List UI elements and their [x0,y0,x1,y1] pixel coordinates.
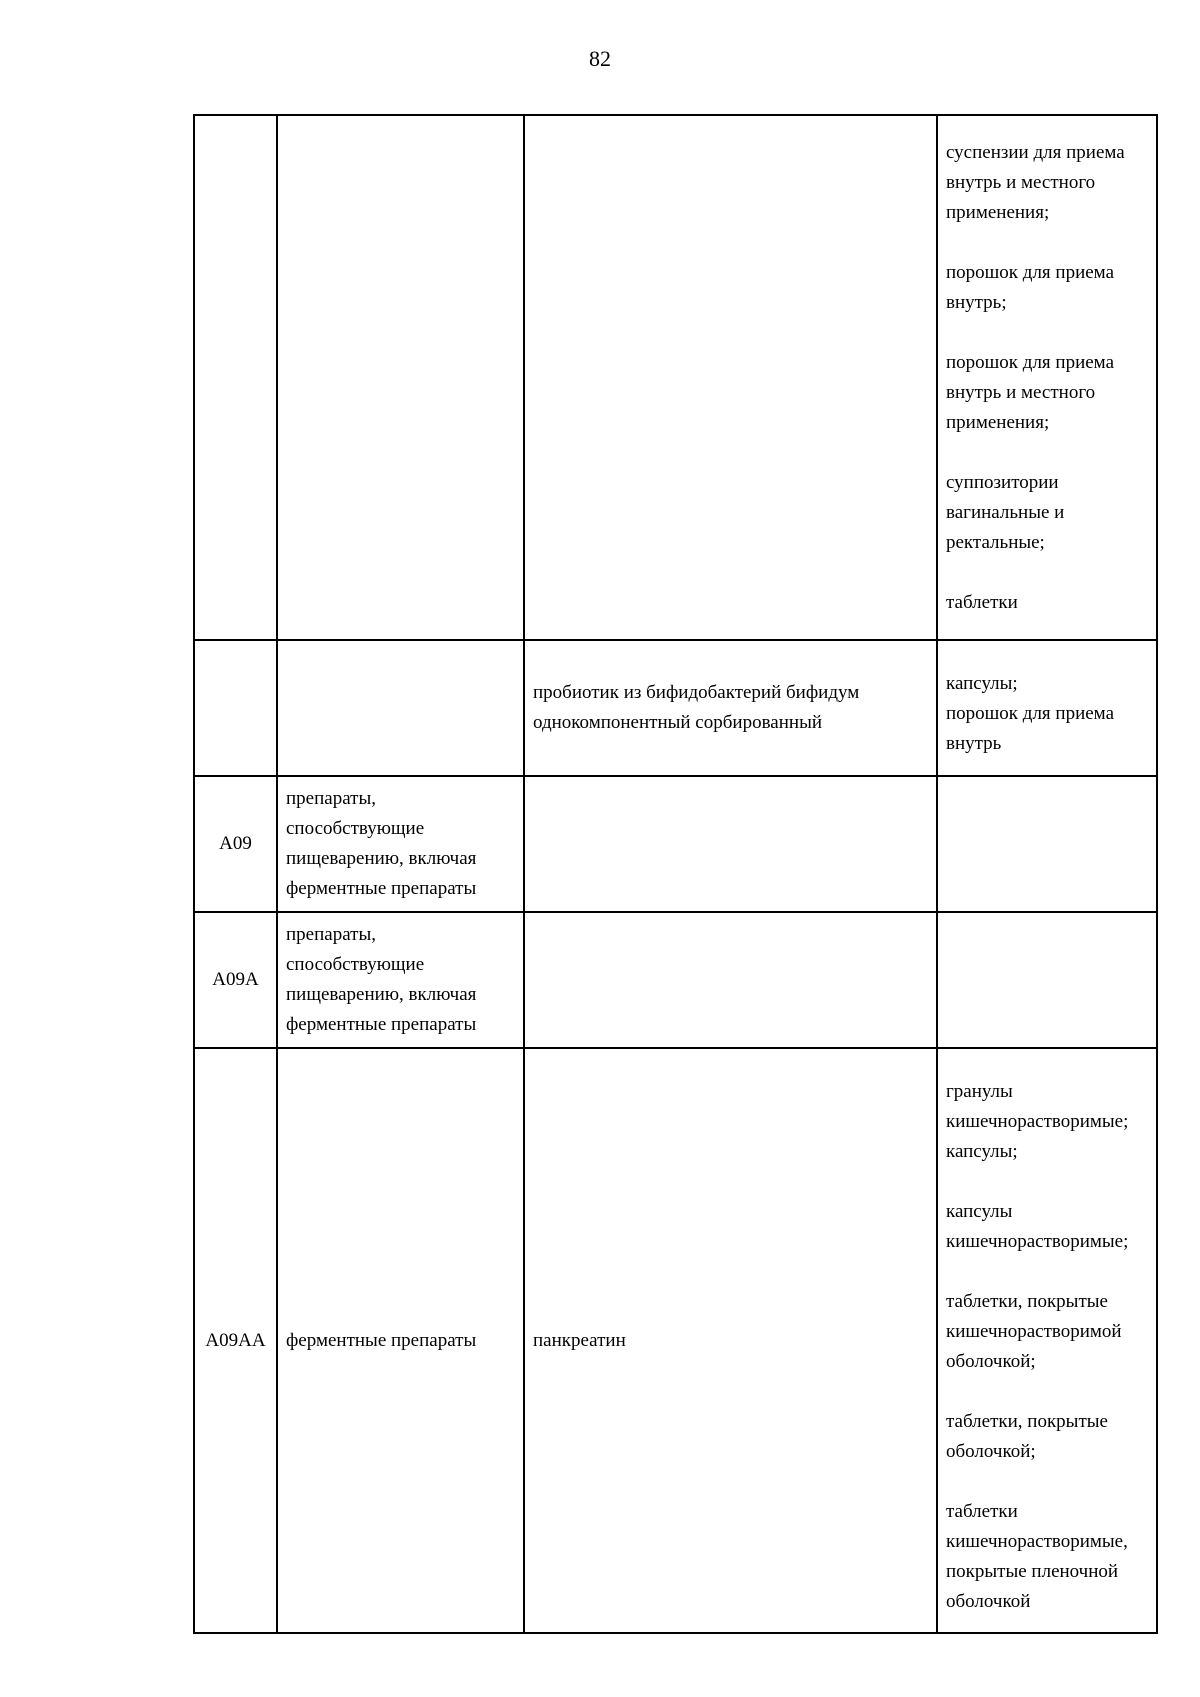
atc-code-cell: A09AA [194,1048,277,1633]
table-row [194,640,1157,776]
dosage-form-item: порошок для приема внутрь и местного применения; [946,351,1115,433]
atc-code-cell [194,115,277,640]
table-row [194,1048,1157,1633]
dosage-form-item: таблетки кишечнорастворимые, покрытые пленочной оболочкой [946,1500,1128,1612]
dosage-form-item: капсулы; [946,673,1018,694]
group-cell [277,640,524,776]
table-row [194,912,1157,1048]
dosage-form-item: порошок для приема внутрь; [946,261,1115,313]
dosage-form-item: таблетки, покрытые кишечнорастворимой оболочкой; [946,1290,1122,1372]
dosage-form-item: суспензии для приема внутрь и местного применения; [946,141,1125,223]
drug-name-cell [524,912,937,1048]
dosage-form-item: капсулы; [946,1140,1018,1162]
drug-name-cell [524,776,937,912]
dosage-form-cell [937,115,1157,640]
dosage-form-item: капсулы кишечнорастворимые; [946,1200,1129,1252]
group-cell [277,115,524,640]
dosage-form-cell [937,640,1157,776]
drug-name-cell: панкреатин [524,1048,937,1633]
dosage-form-item: таблетки, покрытые оболочкой; [946,1410,1108,1462]
group-cell: препараты, способствующие пищеварению, включая ферментные препараты [277,912,524,1048]
group-cell: ферментные препараты [277,1048,524,1633]
table-row [194,115,1157,640]
atc-code-cell: A09 [194,776,277,912]
drug-name-cell [524,115,937,640]
drug-table [193,114,1158,1634]
dosage-form-item: суппозитории вагинальные и ректальные; [946,471,1065,553]
atc-code-cell [194,640,277,776]
drug-name-cell: пробиотик из бифидобактерий бифидум однокомпонентный сорбированный [524,640,937,776]
group-cell: препараты, способствующие пищеварению, включая ферментные препараты [277,776,524,912]
page-number: 82 [589,46,611,71]
dosage-form-item: гранулы кишечнорастворимые; [946,1080,1129,1132]
table-row [194,776,1157,912]
dosage-form-cell [937,776,1157,912]
atc-code-cell: A09A [194,912,277,1048]
dosage-form-item: таблетки [946,591,1018,613]
dosage-form-item: порошок для приема внутрь [946,703,1115,754]
dosage-form-cell [937,1048,1157,1633]
dosage-form-cell [937,912,1157,1048]
